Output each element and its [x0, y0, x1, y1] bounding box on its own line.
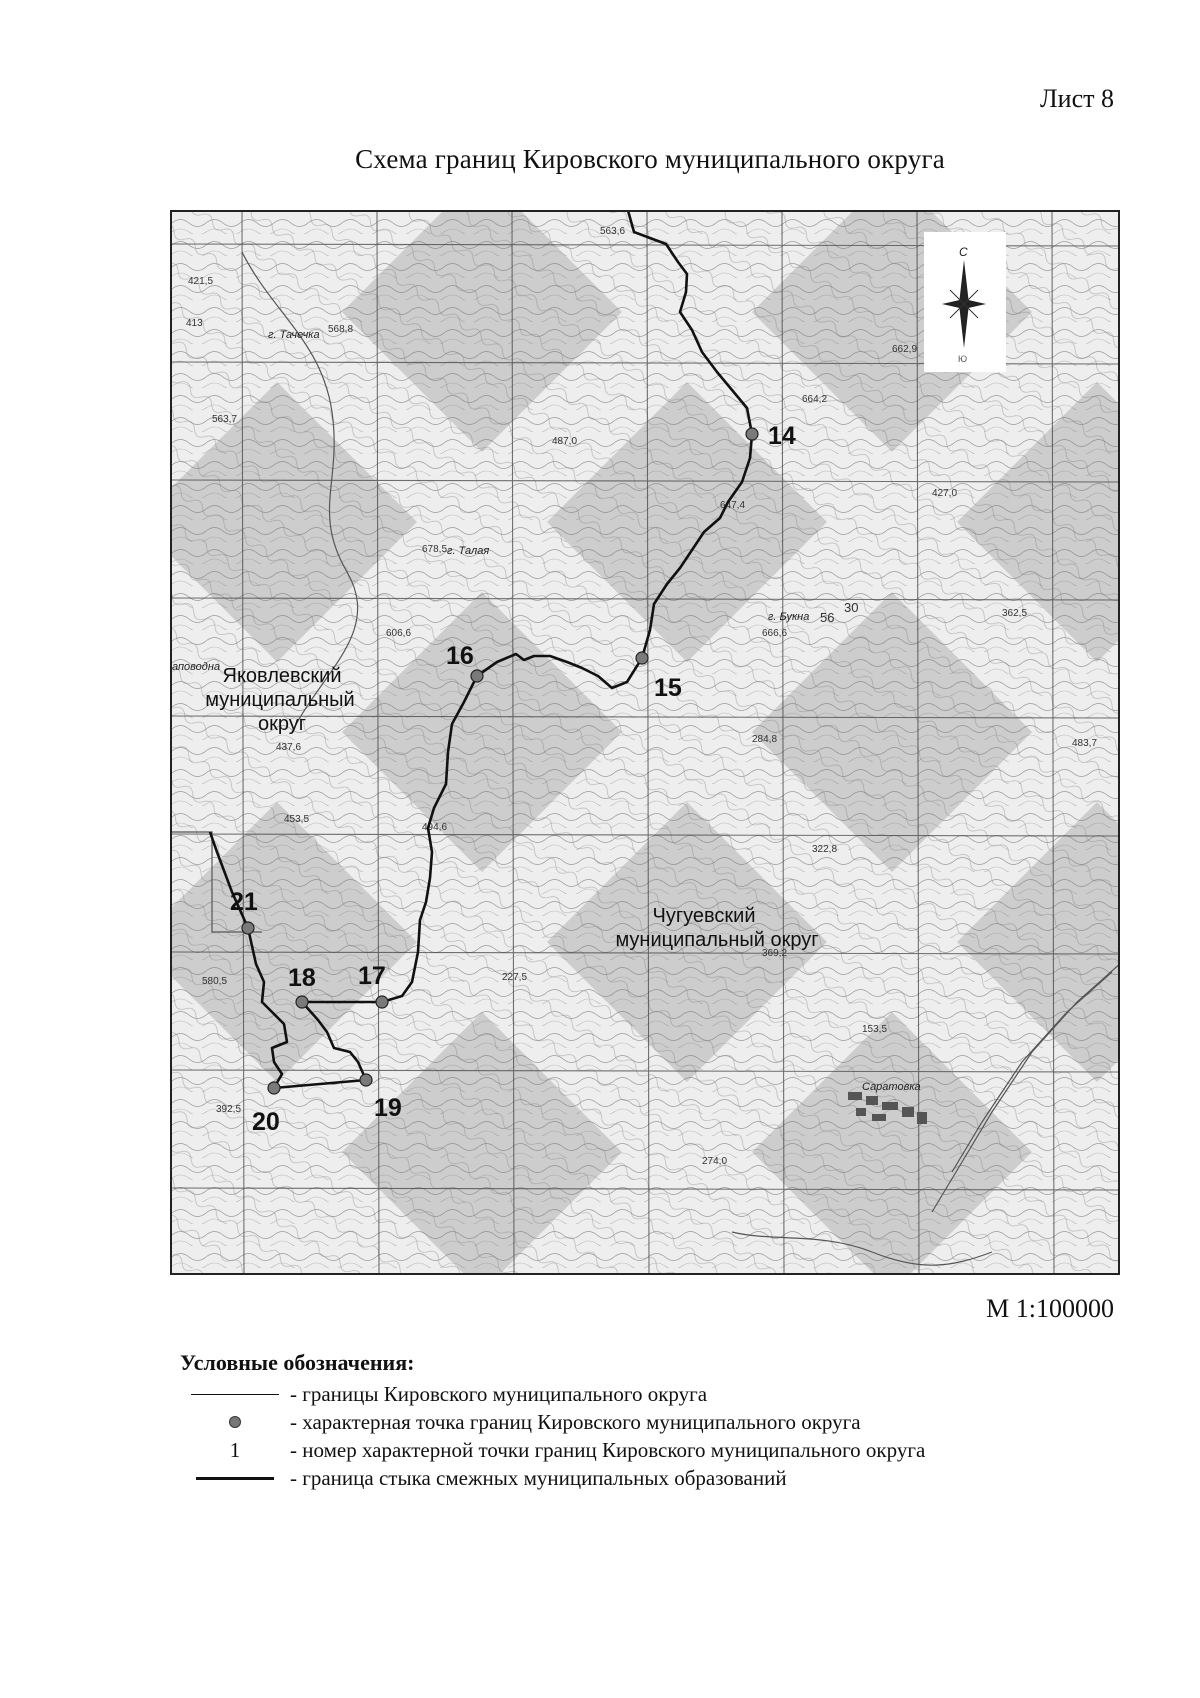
boundary-point-14 [746, 428, 758, 440]
legend-item-text: - характерная точка границ Кировского муниципального округа [290, 1409, 861, 1434]
point-number-17: 17 [358, 962, 386, 990]
point-number-19: 19 [374, 1094, 402, 1122]
north-arrow-icon [924, 232, 1006, 372]
legend-title: Условные обозначения: [180, 1350, 415, 1375]
point-number-18: 18 [288, 964, 316, 992]
legend-item-text: - границы Кировского муниципального округа [290, 1381, 708, 1406]
region-label-yakovlevsky-line3: округ [257, 713, 307, 735]
boundary-point-20 [268, 1082, 280, 1094]
point-number-symbol: 1 [229, 1437, 241, 1462]
point-number-15: 15 [654, 674, 682, 702]
elevation-label: 568,8 [328, 324, 354, 335]
elevation-label: 392,5 [216, 1104, 242, 1115]
elevation-label: 678,5 [422, 544, 448, 555]
elevation-label: 664,2 [802, 394, 828, 405]
place-label: г. Тачечка [268, 329, 320, 341]
point-symbol [229, 1416, 241, 1428]
region-label-yakovlevsky-line1: Яковлевский [222, 665, 342, 687]
elevation-label: 580,5 [202, 976, 228, 987]
place-label: г. Букна [768, 611, 810, 623]
elevation-label: 662,9 [892, 344, 918, 355]
boundary-point-18 [296, 996, 308, 1008]
elevation-label: 453,5 [284, 814, 310, 825]
legend-item [180, 1436, 1080, 1464]
boundary-point-21 [242, 922, 254, 934]
boundary-point-15 [636, 652, 648, 664]
boundary-point-17 [376, 996, 388, 1008]
grid-label: 30 [844, 600, 859, 615]
south-label: Ю [958, 354, 968, 364]
place-label: Саратовка [862, 1081, 921, 1093]
point-number-14: 14 [768, 422, 796, 450]
grid-label: 56 [820, 610, 835, 625]
elevation-label: 647,4 [720, 500, 746, 511]
legend [180, 1350, 1080, 1492]
elevation-label: 362,5 [1002, 608, 1028, 619]
point-number-21: 21 [230, 888, 258, 916]
elevation-label: 413 [186, 318, 203, 329]
elevation-label: 437,6 [276, 742, 302, 753]
map-title: Схема границ Кировского муниципального округа [355, 144, 945, 174]
legend-item [180, 1464, 1080, 1492]
map-frame [170, 210, 1120, 1275]
elevation-label: 153,5 [862, 1024, 888, 1035]
region-label-chuguevsky-line1: Чугуевский [652, 905, 756, 927]
sheet-number: Лист 8 [1040, 84, 1114, 113]
boundary-point-16 [471, 670, 483, 682]
elevation-label: 563,6 [600, 226, 626, 237]
legend-item-text: - граница стыка смежных муниципальных образований [290, 1465, 787, 1490]
elevation-label: 227,5 [502, 972, 528, 983]
region-label-yakovlevsky-line2: муниципальный [205, 689, 355, 711]
elevation-label: 487,0 [552, 436, 578, 447]
point-number-16: 16 [446, 642, 474, 670]
elevation-label: 322,8 [812, 844, 838, 855]
elevation-label: 666,6 [762, 628, 788, 639]
place-label: г. Талая [447, 545, 490, 557]
legend-item-text: - номер характерной точки границ Кировского муниципального округа [290, 1437, 926, 1462]
legend-item [180, 1380, 1080, 1408]
elevation-label: 563,7 [212, 414, 238, 425]
elevation-label: 421,5 [188, 276, 214, 287]
region-label-chuguevsky-line2: муниципальный округ [615, 929, 819, 951]
junction-line-symbol [196, 1477, 274, 1480]
boundary-line-symbol [191, 1394, 279, 1395]
map-scale: М 1:100000 [986, 1294, 1114, 1323]
elevation-label: 284,8 [752, 734, 778, 745]
elevation-label: 369,2 [762, 948, 788, 959]
north-label: С [959, 245, 968, 259]
elevation-label: 483,7 [1072, 738, 1098, 749]
elevation-label: 274,0 [702, 1156, 728, 1167]
elevation-label: 606,6 [386, 628, 412, 639]
point-number-20: 20 [252, 1108, 280, 1136]
place-label: аповодна [172, 661, 221, 673]
elevation-label: 494,6 [422, 822, 448, 833]
elevation-label: 427,0 [932, 488, 958, 499]
legend-item [180, 1408, 1080, 1436]
boundary-point-19 [360, 1074, 372, 1086]
